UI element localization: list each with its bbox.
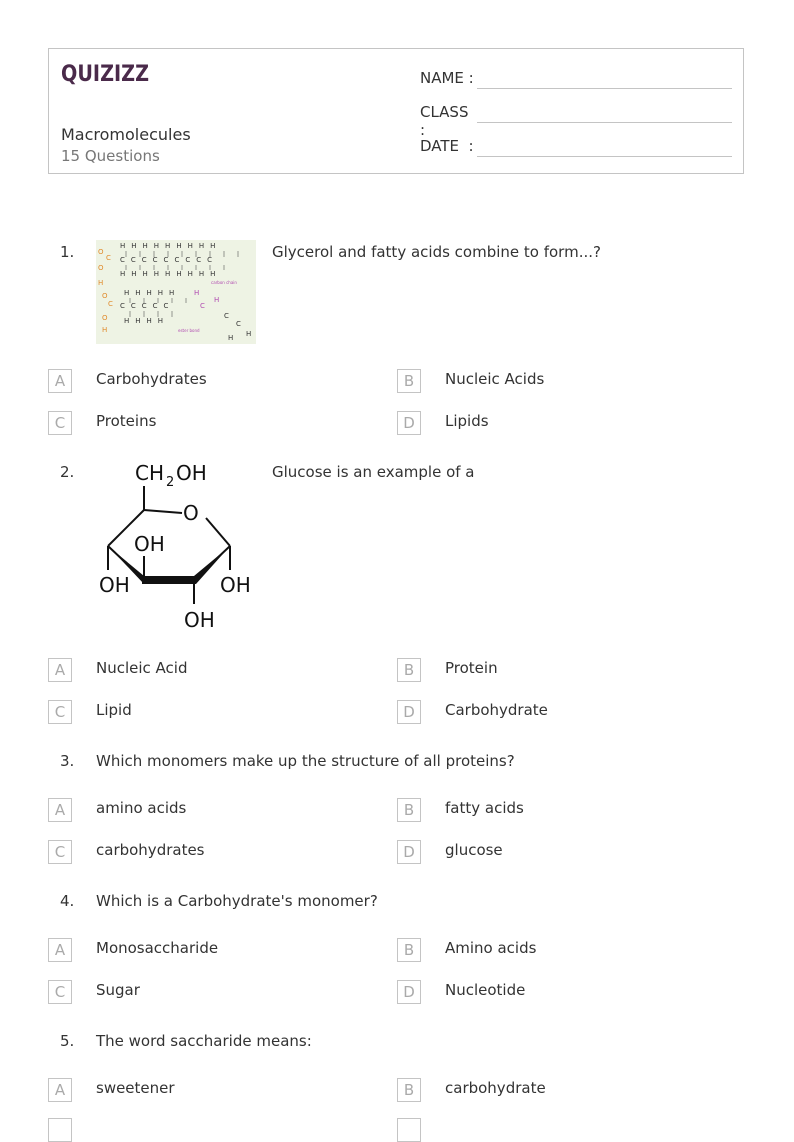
svg-text:O: O — [98, 248, 104, 256]
option-text: carbohydrates — [96, 841, 205, 859]
worksheet-header — [48, 48, 744, 174]
oh-label: OH — [134, 532, 165, 556]
option-letter[interactable]: C — [48, 700, 72, 724]
worksheet-title: Macromolecules — [61, 125, 191, 144]
svg-text:HHHHH: HHHHH — [124, 289, 181, 297]
svg-text:O: O — [102, 314, 108, 322]
option-text: sweetener — [96, 1079, 175, 1097]
option-letter[interactable]: A — [48, 658, 72, 682]
option-text: glucose — [445, 841, 503, 859]
option-letter[interactable]: D — [397, 700, 421, 724]
name-field[interactable] — [420, 69, 476, 87]
option-letter[interactable]: D — [397, 840, 421, 864]
svg-text:H: H — [214, 296, 220, 304]
svg-text:carbon chain: carbon chain — [211, 280, 237, 285]
svg-text:CCCCCCCCC: CCCCCCCCC — [120, 256, 218, 264]
svg-text:C: C — [236, 320, 241, 328]
question-text: The word saccharide means: — [96, 1032, 312, 1050]
option-text: Lipid — [96, 701, 132, 719]
svg-text:HHHH: HHHH — [124, 317, 170, 325]
option-text: Amino acids — [445, 939, 537, 957]
oh-label: OH — [220, 573, 251, 597]
name-line[interactable] — [477, 88, 732, 89]
class-field[interactable] — [420, 103, 476, 139]
option-letter-partial[interactable] — [48, 1118, 72, 1142]
option-text: Proteins — [96, 412, 157, 430]
oh-label: OH — [99, 573, 130, 597]
question-count: 15 Questions — [61, 147, 160, 165]
question-text: Glycerol and fatty acids combine to form...? — [272, 243, 601, 261]
svg-text:C: C — [106, 254, 111, 262]
svg-text:HHHHHHHHH: HHHHHHHHH — [120, 242, 222, 250]
option-text: Monosaccharide — [96, 939, 219, 957]
option-text: Sugar — [96, 981, 140, 999]
glucose-structure-image — [96, 458, 258, 636]
option-letter[interactable]: C — [48, 980, 72, 1004]
option-text: Nucleic Acid — [96, 659, 188, 677]
svg-text:H: H — [228, 334, 234, 342]
question-text: Which monomers make up the structure of all proteins? — [96, 752, 515, 770]
date-label: DATE : — [420, 137, 474, 155]
question-text: Which is a Carbohydrate's monomer? — [96, 892, 378, 910]
option-letter[interactable]: D — [397, 411, 421, 435]
option-letter[interactable]: B — [397, 1078, 421, 1102]
option-text: carbohydrate — [445, 1079, 546, 1097]
class-line[interactable] — [477, 122, 732, 123]
oh-label: OH — [184, 608, 215, 632]
question-number: 5. — [60, 1032, 75, 1050]
svg-text:ester bond: ester bond — [178, 328, 200, 333]
svg-text:H: H — [102, 326, 108, 334]
svg-text:QUIZIZZ: QUIZIZZ — [61, 62, 149, 87]
option-letter[interactable]: A — [48, 798, 72, 822]
question-number: 2. — [60, 463, 75, 481]
option-letter[interactable]: A — [48, 369, 72, 393]
question-number: 3. — [60, 752, 75, 770]
option-text: amino acids — [96, 799, 187, 817]
quizizz-logo — [61, 59, 151, 87]
glycerol-fatty-acid-image — [96, 240, 256, 344]
option-letter[interactable]: C — [48, 411, 72, 435]
ch2oh-label: CH — [135, 461, 165, 485]
question-text: Glucose is an example of a — [272, 463, 475, 481]
ring-oxygen-label: O — [183, 501, 199, 525]
svg-text:O: O — [98, 264, 104, 272]
option-text: Carbohydrate — [445, 701, 548, 719]
svg-text:H: H — [194, 289, 200, 297]
option-text: Nucleotide — [445, 981, 526, 999]
option-text: fatty acids — [445, 799, 524, 817]
svg-text:CCCCC: CCCCC — [120, 302, 175, 310]
option-letter[interactable]: B — [397, 938, 421, 962]
svg-text:C: C — [108, 300, 113, 308]
option-letter[interactable]: B — [397, 798, 421, 822]
svg-text:C: C — [200, 302, 205, 310]
option-letter[interactable]: C — [48, 840, 72, 864]
question-number: 4. — [60, 892, 75, 910]
svg-text:H: H — [246, 330, 252, 338]
option-letter[interactable]: B — [397, 369, 421, 393]
option-letter[interactable]: B — [397, 658, 421, 682]
name-label: NAME : — [420, 69, 474, 87]
option-letter[interactable]: D — [397, 980, 421, 1004]
ch2oh-subscript: 2 — [166, 475, 175, 490]
ch2oh-oh-label: OH — [176, 461, 207, 485]
question-number: 1. — [60, 243, 75, 261]
svg-text:C: C — [224, 312, 229, 320]
option-text: Nucleic Acids — [445, 370, 545, 388]
svg-text:H: H — [98, 279, 104, 287]
date-line[interactable] — [477, 156, 732, 157]
option-text: Lipids — [445, 412, 489, 430]
svg-text:HHHHHHHHH: HHHHHHHHH — [120, 270, 222, 278]
option-letter[interactable]: A — [48, 1078, 72, 1102]
option-text: Carbohydrates — [96, 370, 207, 388]
class-label: CLASS : — [420, 103, 469, 139]
option-letter-partial[interactable] — [397, 1118, 421, 1142]
svg-text:O: O — [102, 292, 108, 300]
option-text: Protein — [445, 659, 498, 677]
date-field[interactable] — [420, 137, 476, 155]
option-letter[interactable]: A — [48, 938, 72, 962]
